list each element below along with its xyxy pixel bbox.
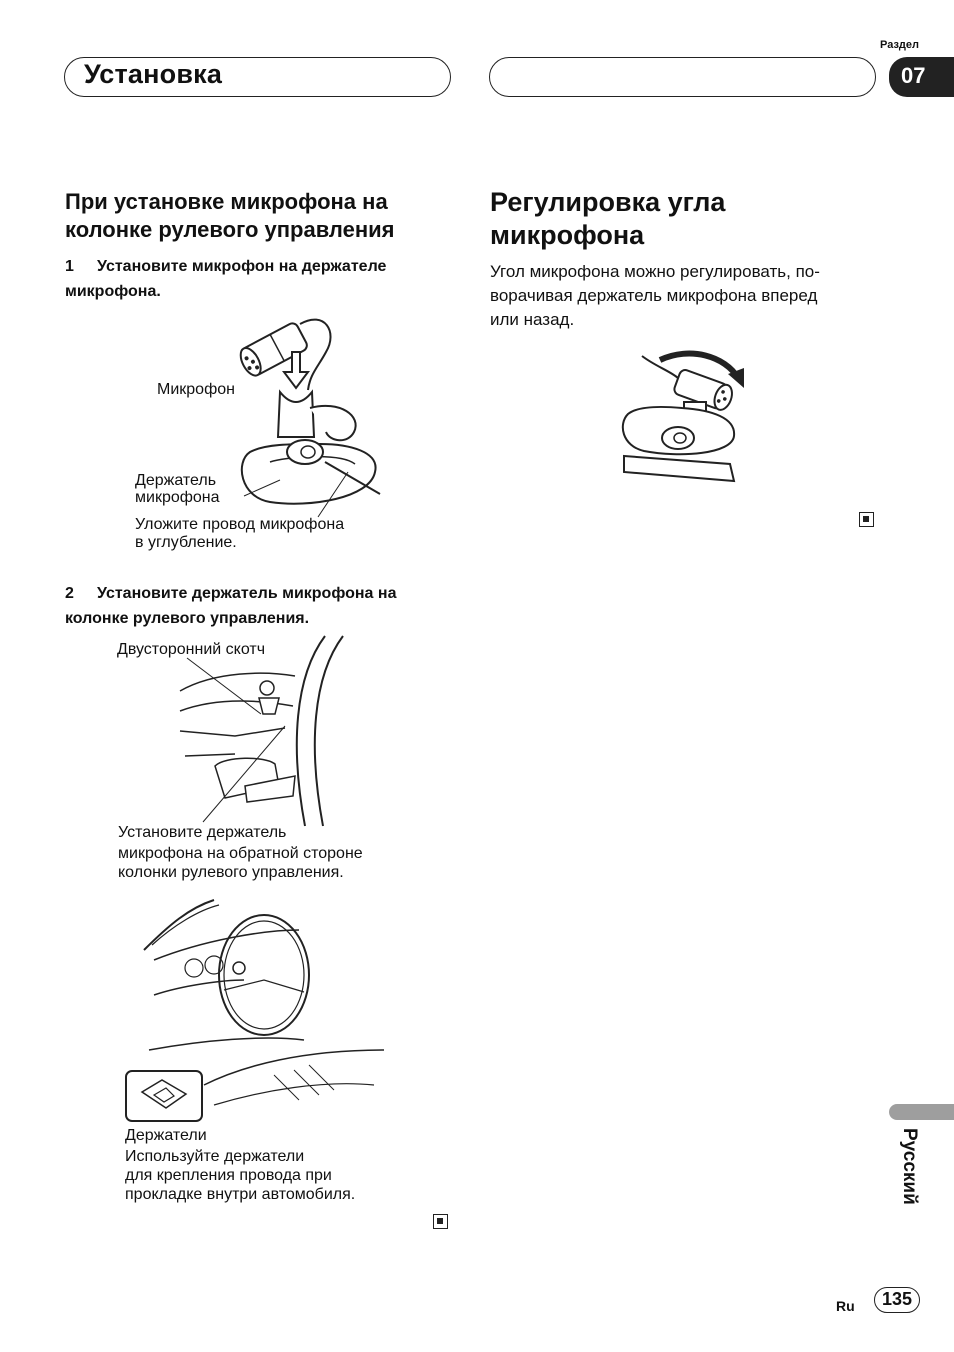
right-section-heading: Регулировка угла микрофона xyxy=(490,187,726,250)
label-install-line1: Установите держатель xyxy=(118,824,287,841)
label-groove-line1: Уложите провод микрофона xyxy=(135,516,345,533)
label-holder-line2: микрофона xyxy=(135,489,220,506)
step-1-text: Установите микрофон на держателе микрофона. xyxy=(65,258,387,300)
step-2-number: 2 xyxy=(65,585,74,602)
label-use-line3: прокладке внутри автомобиля. xyxy=(125,1186,356,1203)
header-blank-box xyxy=(489,57,876,97)
label-groove-line2: в углубление. xyxy=(135,534,237,551)
right-paragraph-line2: ворачивая держатель микрофона вперед xyxy=(490,286,818,305)
footer-lang-code: Ru xyxy=(836,1298,855,1314)
label-microphone: Микрофон xyxy=(157,381,235,398)
language-label: Русский xyxy=(899,1128,920,1205)
label-tape: Двусторонний скотч xyxy=(117,641,266,658)
label-clamps: Держатели xyxy=(125,1127,207,1144)
car-interior-illustration xyxy=(124,900,414,1130)
steering-column-illustration xyxy=(175,636,355,826)
page-title: Установка xyxy=(84,59,223,89)
step-2-text: Установите держатель микрофона на колонке рулевого управления. xyxy=(65,585,397,627)
section-number: 07 xyxy=(889,57,954,97)
page-number: 135 xyxy=(874,1287,920,1313)
left-end-mark xyxy=(433,1214,448,1229)
mic-angle-illustration xyxy=(620,346,745,496)
language-tab xyxy=(889,1104,954,1120)
label-holder-line1: Держатель xyxy=(135,472,217,489)
step-1-number: 1 xyxy=(65,258,74,275)
step-1 xyxy=(65,254,455,304)
section-label: Раздел xyxy=(880,39,919,51)
label-use-line1: Используйте держатели xyxy=(125,1148,305,1165)
label-install-line2: микрофона на обратной стороне xyxy=(118,845,363,862)
mic-holder-illustration xyxy=(230,312,390,512)
right-paragraph-line3: или назад. xyxy=(490,310,575,329)
step-2 xyxy=(65,581,455,631)
right-end-mark xyxy=(859,512,874,527)
left-section-heading: При установке микрофона на колонке рулевого управления xyxy=(65,189,395,242)
right-paragraph-line1: Угол микрофона можно регулировать, по- xyxy=(490,262,820,281)
label-install-line3: колонки рулевого управления. xyxy=(118,864,344,881)
label-use-line2: для крепления провода при xyxy=(125,1167,332,1184)
